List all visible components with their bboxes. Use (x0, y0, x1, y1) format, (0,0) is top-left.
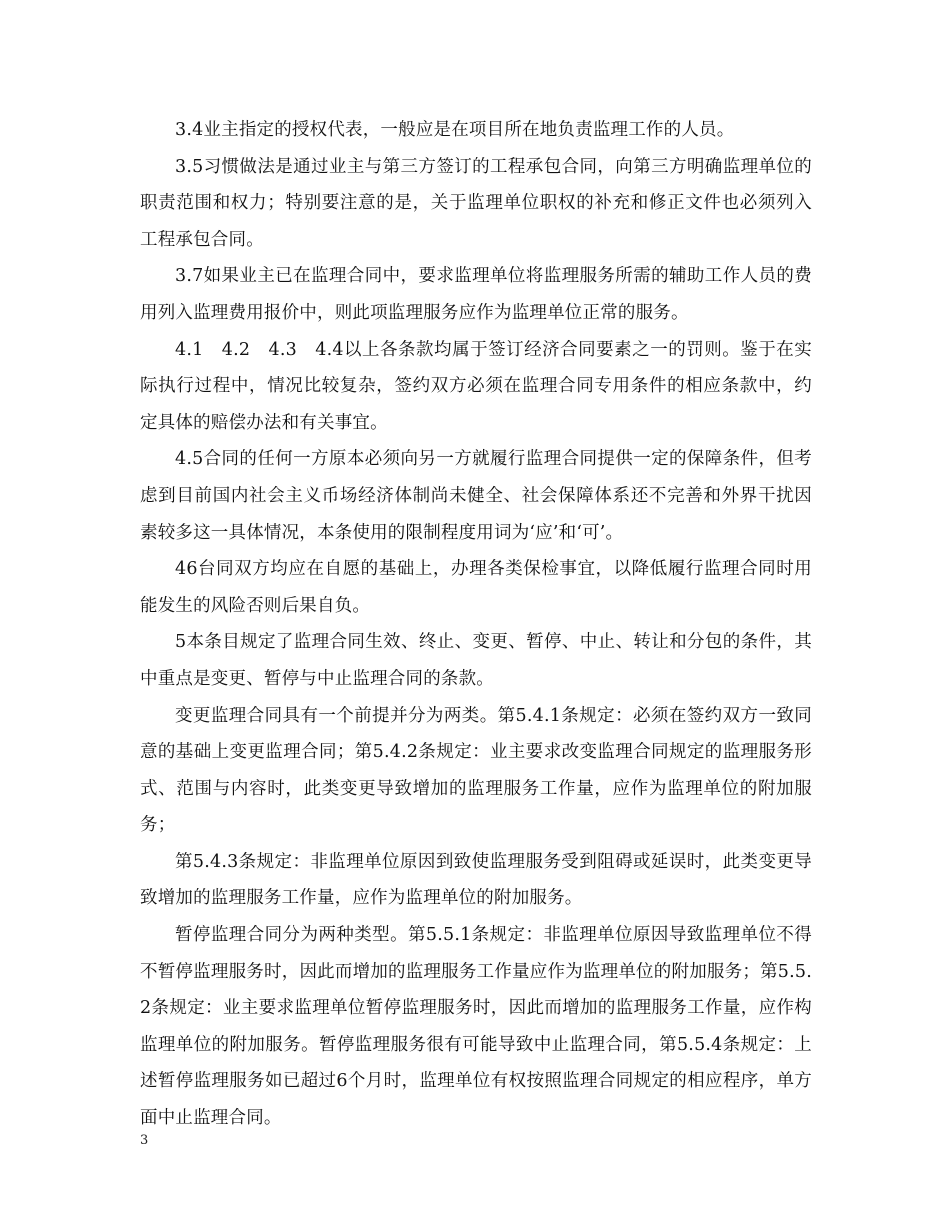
paragraph-4-5: 4.5合同的任何一方原本必须向另一方就履行监理合同提供一定的保障条件，但考虑到目前国内社会主义币场经济体制尚未健全、社会保障体系还不完善和外界干扰因素较多这一具体情况，本条使用的限制程度用词为‘应’和‘可’。 (140, 449, 812, 543)
paragraph-5-4-3: 第5.4.3条规定：非监理单位原因到致使监理服务受到阻碍或延误时，此类变更导致增加的监理服务工作量，应作为监理单位的附加服务。 (140, 851, 812, 909)
paragraph-3-7: 3.7如果业主已在监理合同中，要求监理单位将监理服务所需的辅助工作人员的费用列入监理费用报价中，则此项监理服务应作为监理单位正常的服务。 (140, 266, 812, 323)
page-number: 3 (140, 1133, 149, 1148)
paragraph-4-1-to-4-4: 4.1 4.2 4.3 4.4以上各条款均属于签订经济合同要素之一的罚则。鉴于在实际执行过程中，情况比较复杂，签约双方必须在监理合同专用条件的相应条款中，约定具体的赔偿办法和有关事宜。 (140, 339, 812, 433)
paragraph-3-4: 3.4业主指定的授权代表，一般应是在项目所在地负责监理工作的人员。 (175, 120, 735, 140)
paragraph-contract-suspension: 暂停监理合同分为两种类型。第5.5.1条规定：非监理单位原因导致监理单位不得不暂停监理服务时，因此而增加的监理服务工作量应作为监理单位的附加服务；第5.5.2条规定：业主要求监理单位暂停监理服务时，因此而增加的监理服务工作量，应作构监理单位的附加服务。暂停监理服务很有可能导致中止监理合同，第5.5.4条规定：上述暂停监理服务如已超过6个月时，监理单位有权按照监理合同规定的相应程序，单方面中止监理合同。 (140, 925, 812, 1129)
paragraph-5: 5本条目规定了监理合同生效、终止、变更、暂停、中止、转让和分包的条件，其中重点是变更、暂停与中止监理合同的条款。 (140, 632, 812, 689)
paragraph-3-5: 3.5习惯做法是通过业主与第三方签订的工程承包合同，向第三方明确监理单位的职责范围和权力；特别要注意的是，关于监理单位职权的补充和修正文件也必须列入工程承包合同。 (140, 156, 812, 250)
paragraph-4-6: 46台同双方均应在自愿的基础上，办理各类保检事宜，以降低履行监理合同时用能发生的风险否则后果自负。 (140, 559, 812, 616)
paragraph-contract-change: 变更监理合同具有一个前提并分为两类。第5.4.1条规定：必须在签约双方一致同意的基础上变更监理合同；第5.4.2条规定：业主要求改变监理合同规定的监理服务形式、范围与内容时，此类变更导致增加的监理服务工作量，应作为监理单位的附加服务； (140, 705, 812, 836)
document-body (140, 112, 812, 1137)
